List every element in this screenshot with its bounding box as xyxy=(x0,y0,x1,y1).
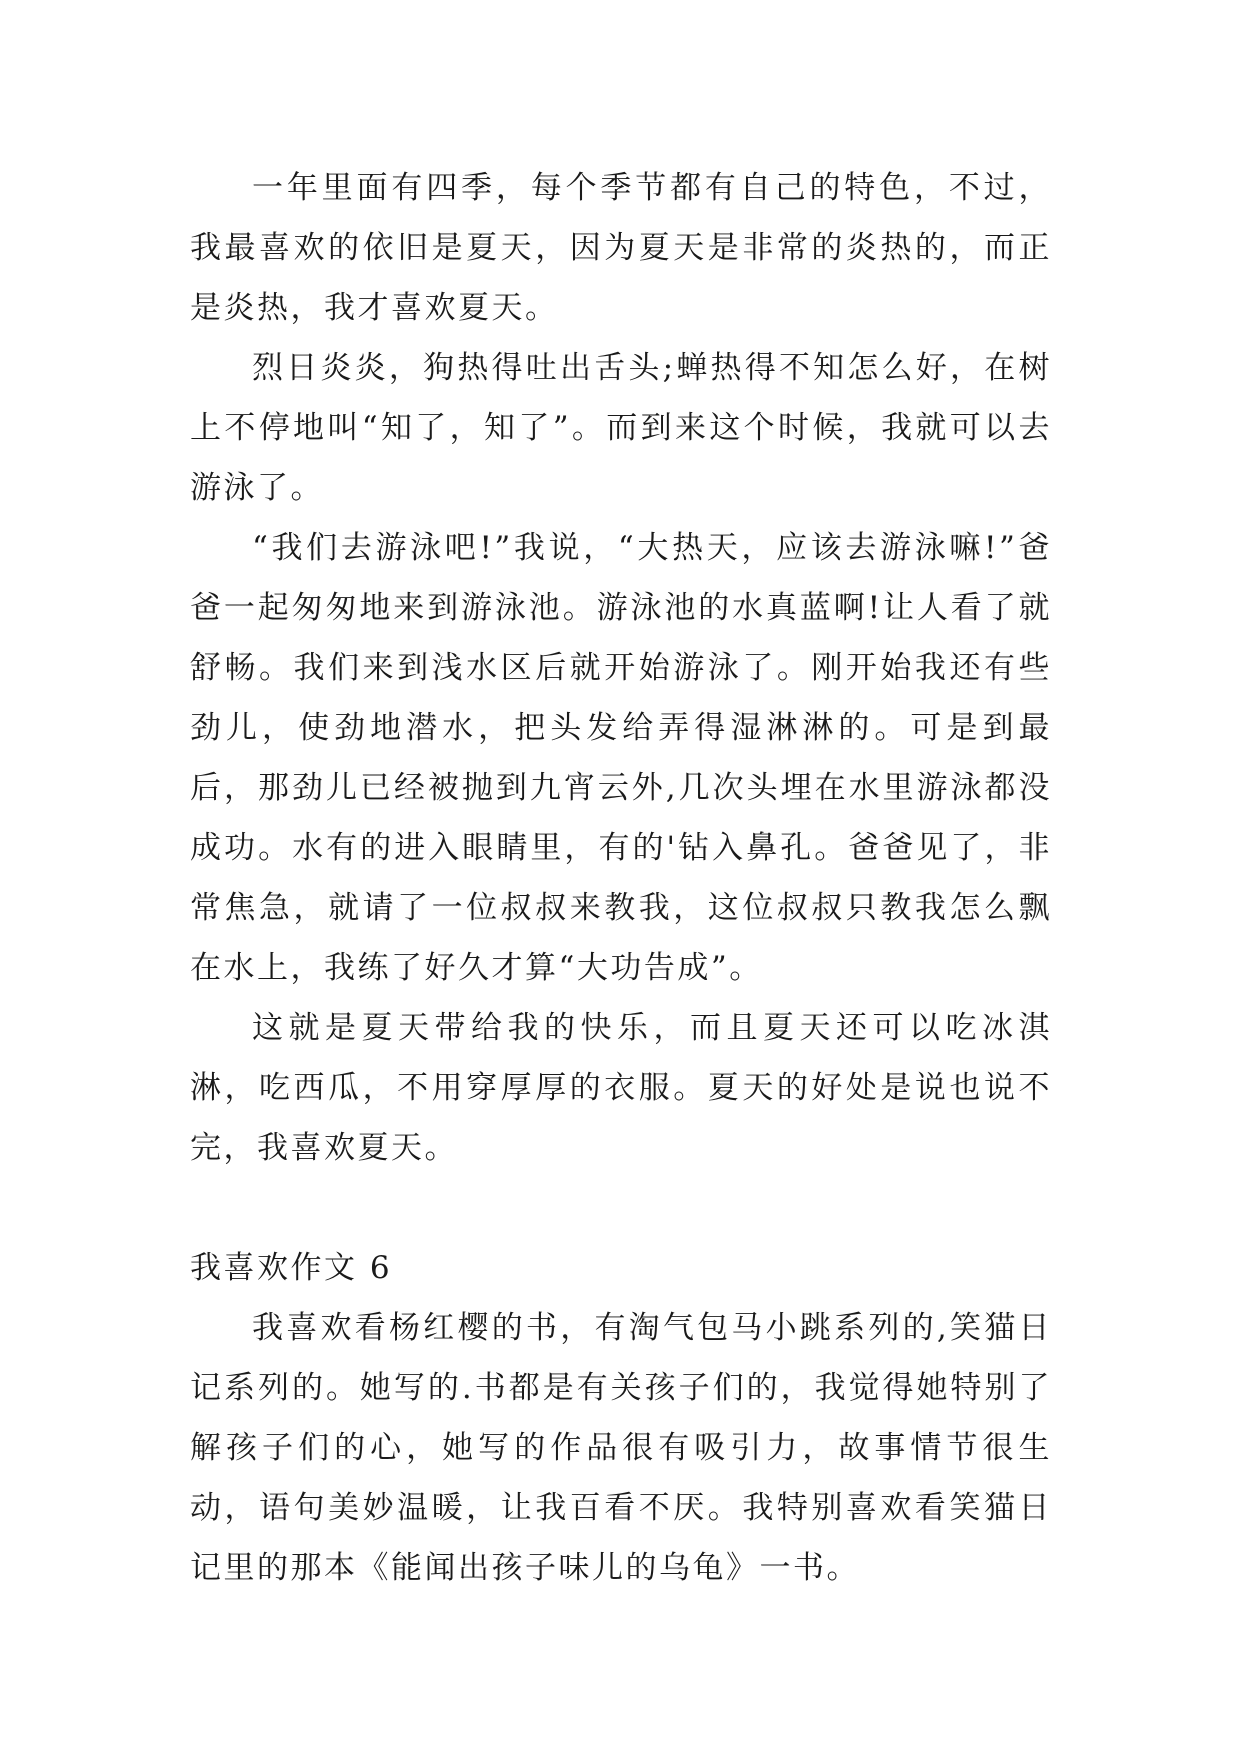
section-heading: 我喜欢作文 6 xyxy=(190,1250,393,1286)
paragraph: “我们去游泳吧!”我说，“大热天，应该去游泳嘛!”爸爸一起匆匆地来到游泳池。游泳池的水真蓝啊!让人看了就舒畅。我们来到浅水区后就开始游泳了。刚开始我还有些劲儿，使劲地潜水，把头发给弄得湿淋淋的。可是到最后，那劲儿已经被抛到九宵云外,几次头埋在水里游泳都没成功。水有的进入眼睛里，有的'钻入鼻孔。爸爸见了，非常焦急，就请了一位叔叔来教我，这位叔叔只教我怎么飘在水上，我练了好久才算“大功告成”。 xyxy=(190,530,1052,986)
section-spacer xyxy=(190,1178,1052,1238)
paragraph: 我喜欢看杨红樱的书，有淘气包马小跳系列的,笑猫日记系列的。她写的.书都是有关孩子们的，我觉得她特别了解孩子们的心，她写的作品很有吸引力，故事情节很生动，语句美妙温暖，让我百看不厌。我特别喜欢看笑猫日记里的那本《能闻出孩子味儿的乌龟》一书。 xyxy=(190,1310,1052,1586)
paragraph: 一年里面有四季，每个季节都有自己的特色，不过，我最喜欢的依旧是夏天，因为夏天是非常的炎热的，而正是炎热，我才喜欢夏天。 xyxy=(190,170,1052,326)
paragraph: 烈日炎炎，狗热得吐出舌头;蝉热得不知怎么好，在树上不停地叫“知了，知了”。而到来这个时候，我就可以去游泳了。 xyxy=(190,350,1052,506)
paragraph: 这就是夏天带给我的快乐，而且夏天还可以吃冰淇淋，吃西瓜，不用穿厚厚的衣服。夏天的好处是说也说不完，我喜欢夏天。 xyxy=(190,1010,1052,1166)
document-body xyxy=(190,158,1052,1598)
